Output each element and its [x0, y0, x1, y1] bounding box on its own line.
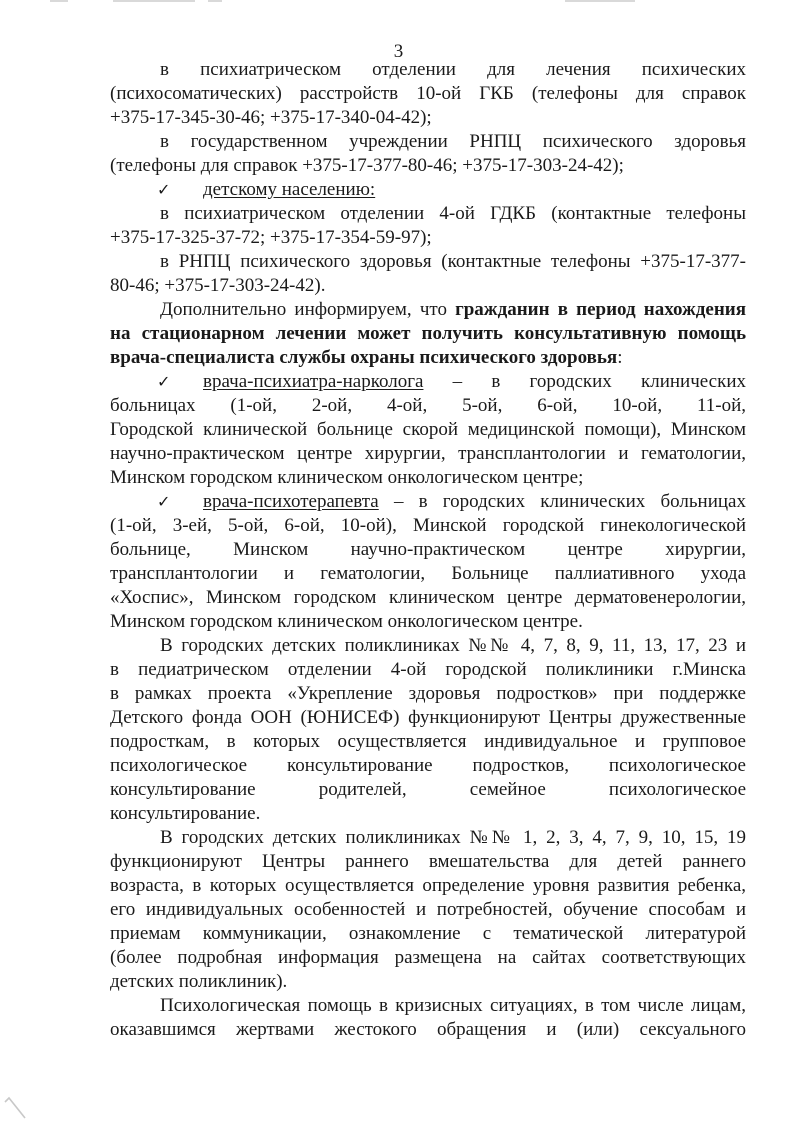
document-body: [110, 58, 746, 1042]
line-text: Детского фонда ООН (ЮНИСЕФ) функционируют Центры дружественные: [110, 707, 746, 728]
line-text: больницах (1-ой, 2-ой, 4-ой, 5-ой, 6-ой, 10-ой, 11-ой,: [110, 395, 746, 416]
text-line: [110, 58, 746, 82]
line-text: (психосоматических) расстройств 10-ой ГКБ (телефоны для справок: [110, 83, 746, 104]
line-text: оказавшимся жертвами жестокого обращения и (или) сексуального: [110, 1019, 746, 1040]
line-text: в государственном учреждении РНПЦ психического здоровья: [160, 131, 746, 152]
checkmark-icon: ✓: [157, 372, 171, 391]
text-line: [110, 442, 746, 466]
text-line: [110, 730, 746, 754]
page-number: 3: [393, 41, 404, 62]
underlined-heading: детскому населению:: [203, 179, 376, 200]
line-text: Городской клинической больнице скорой медицинской помощи), Минском: [110, 419, 746, 440]
scan-pen-mark: [3, 1096, 29, 1122]
line-text: в психиатрическом отделении 4-ой ГДКБ (контактные телефоны: [160, 203, 746, 224]
text-line: [110, 226, 746, 250]
text-line: [110, 394, 746, 418]
line-text: больнице, Минском научно-практическом центре хирургии,: [110, 539, 746, 560]
underlined-heading: врача-психиатра-нарколога: [203, 371, 424, 392]
line-text: В городских детских поликлиниках №№ 4, 7, 8, 9, 11, 13, 17, 23 и: [160, 635, 746, 656]
checkmark-icon: ✓: [157, 492, 171, 511]
text-line: [110, 682, 746, 706]
text-line: [110, 346, 746, 370]
text-line: [110, 826, 746, 850]
line-text: возраста, в которых осуществляется определение уровня развития ребенка,: [110, 875, 746, 896]
text-line: [110, 298, 746, 322]
line-text: Дополнительно информируем, что: [160, 299, 456, 320]
line-text: консультирование.: [110, 803, 261, 824]
text-line: [110, 178, 746, 202]
text-line: [110, 514, 746, 538]
line-text: приемам коммуникации, ознакомление с тематической литературой: [110, 923, 746, 944]
line-text: психологическое консультирование подростков, психологическое: [110, 755, 746, 776]
text-line: [110, 130, 746, 154]
text-line: [110, 82, 746, 106]
line-text: Психологическая помощь в кризисных ситуациях, в том числе лицам,: [160, 995, 746, 1016]
line-text: подросткам, в которых осуществляется индивидуальное и групповое: [110, 731, 746, 752]
line-text: (более подробная информация размещена на сайтах соответствующих: [110, 947, 746, 968]
line-text: «Хоспис», Минском городском клиническом центре дерматовенерологии,: [110, 587, 746, 608]
bold-text: на стационарном лечении может получить консультативную помощь: [110, 323, 746, 344]
text-line: [110, 370, 746, 394]
scan-edge-artifact: [0, 0, 797, 4]
text-line: [110, 658, 746, 682]
text-line: [110, 706, 746, 730]
line-text: детских поликлиник).: [110, 971, 288, 992]
line-text: (1-ой, 3-ей, 5-ой, 6-ой, 10-ой), Минской городской гинекологической: [110, 515, 746, 536]
line-text: – в городских клинических: [423, 371, 746, 392]
text-line: [110, 466, 746, 490]
text-line: [110, 538, 746, 562]
line-text: трансплантологии и гематологии, Больнице паллиативного ухода: [110, 563, 746, 584]
line-text: его индивидуальных особенностей и потребностей, обучение способам и: [110, 899, 746, 920]
line-text: функционируют Центры раннего вмешательства для детей раннего: [110, 851, 746, 872]
bold-text: гражданин в период нахождения: [455, 299, 746, 320]
text-line: [110, 202, 746, 226]
text-line: [110, 850, 746, 874]
line-text: в педиатрическом отделении 4-ой городской поликлиники г.Минска: [110, 659, 746, 680]
line-text: :: [617, 347, 623, 368]
text-line: [110, 610, 746, 634]
text-line: [110, 754, 746, 778]
text-line: [110, 994, 746, 1018]
text-line: [110, 874, 746, 898]
line-text: (телефоны для справок +375-17-377-80-46; +375-17-303-24-42);: [110, 155, 624, 176]
line-text: +375-17-345-30-46; +375-17-340-04-42);: [110, 107, 432, 128]
line-text: научно-практическом центре хирургии, трансплантологии и гематологии,: [110, 443, 746, 464]
text-line: [110, 898, 746, 922]
line-text: в РНПЦ психического здоровья (контактные телефоны +375-17-377-: [160, 251, 746, 272]
text-line: [110, 250, 746, 274]
text-line: [110, 586, 746, 610]
text-line: [110, 562, 746, 586]
text-line: [110, 418, 746, 442]
text-line: [110, 1018, 746, 1042]
text-line: [110, 922, 746, 946]
text-line: [110, 778, 746, 802]
text-line: [110, 106, 746, 130]
text-line: [110, 274, 746, 298]
line-text: консультирование родителей, семейное психологическое: [110, 779, 746, 800]
text-line: [110, 154, 746, 178]
text-line: [110, 946, 746, 970]
text-line: [110, 970, 746, 994]
line-text: Минском городском клиническом онкологическом центре.: [110, 611, 583, 632]
line-text: в психиатрическом отделении для лечения психических: [160, 59, 746, 80]
text-line: [110, 634, 746, 658]
text-line: [110, 490, 746, 514]
bold-text: врача-специалиста службы охраны психического здоровья: [110, 347, 618, 368]
text-line: [110, 802, 746, 826]
line-text: – в городских клинических больницах: [378, 491, 746, 512]
line-text: В городских детских поликлиниках №№ 1, 2, 3, 4, 7, 9, 10, 15, 19: [160, 827, 746, 848]
line-text: в рамках проекта «Укрепление здоровья подростков» при поддержке: [110, 683, 746, 704]
text-line: [110, 322, 746, 346]
underlined-heading: врача-психотерапевта: [203, 491, 379, 512]
line-text: 80-46; +375-17-303-24-42).: [110, 275, 326, 296]
checkmark-icon: ✓: [157, 180, 171, 199]
line-text: +375-17-325-37-72; +375-17-354-59-97);: [110, 227, 432, 248]
line-text: Минском городском клиническом онкологическом центре;: [110, 467, 584, 488]
